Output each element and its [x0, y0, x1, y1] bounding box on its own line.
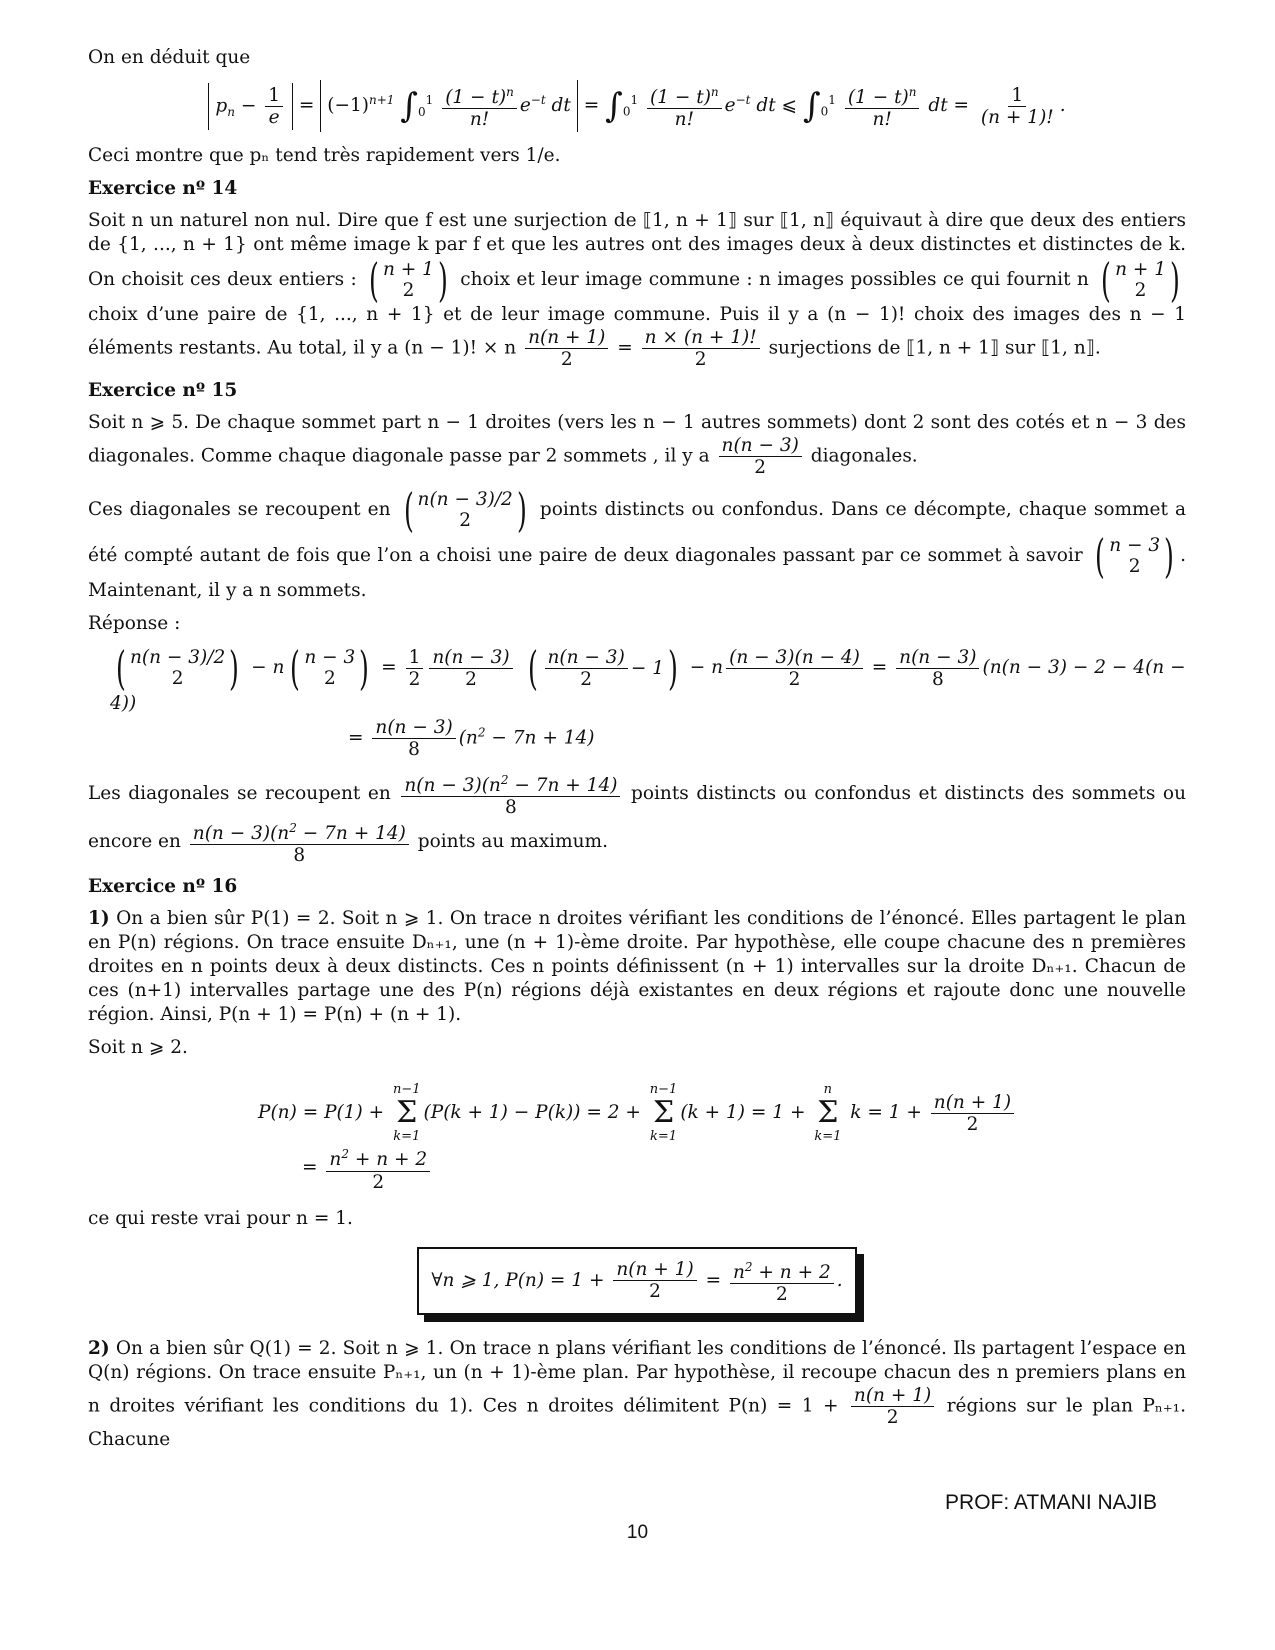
ex15-equation-line2: = $\frac{n(n - 3)}{8}$ $(n^2 - 7n + 14)$: [348, 717, 595, 761]
ex14-line3: choix d’une paire de {1, ..., n + 1} et de leur image commune. Puis il y a (n − 1)! choix des images des n − 1 éléments restants. Au total, il y a (n − 1)! × n: [88, 304, 1186, 359]
exercise-16-heading: Exercice nº 16: [88, 876, 238, 898]
page-number: 10: [626, 1522, 649, 1543]
ex14-line1: Soit n un naturel non nul. Dire que f est une surjection de ⟦1, n + 1⟧ sur ⟦1, n⟧ équivaut à dire que deux des entiers de {1, ..., n + 1} ont même image k par f et que les autres ont des images deux à deux distinctes et distinctes de k. On choisit ces deux entiers :: [88, 210, 1186, 291]
exercise-16-p3: ce qui reste vrai pour n = 1.: [88, 1207, 353, 1229]
ex16-p4-end: régions sur le plan Pₙ₊₁. Chacune: [88, 1395, 1186, 1450]
exercise-16-p1: [88, 907, 1186, 1027]
exercise-15-heading: Exercice nº 15: [88, 380, 238, 402]
document-body: [88, 46, 1186, 1461]
ex16-equation: [258, 1082, 1186, 1192]
ex16-p4-text: On a bien sûr Q(1) = 2. Soit n ⩾ 1. On trace n plans vérifiant les conditions de l’énoncé. Ils partagent l’espace en Q(n) régions. On trace ensuite Pₙ₊₁, un (n + 1)-ème plan. Par hypothèse, il recoupe chacun des n premiers plans en n droites vérifiant les conditions du 1). Ces n droites délimitent P(n) = 1 +: [88, 1337, 1186, 1417]
ex15-p3-mid: points distincts ou confondus et distincts des sommets ou encore en: [88, 783, 1186, 853]
ex15-p3-end: points au maximum.: [417, 831, 608, 853]
ex15-p2-mid: points distincts ou confondus. Dans ce décompte, chaque sommet a été compté autant de fois que l’on a choisi une paire de deux diagonales passant par ce sommet à savoir: [88, 499, 1186, 567]
ex16-boxed-result: [88, 1247, 1186, 1315]
exercise-15-p2: Ces diagonales se recoupent en ( n(n − 3)/2 2 ) points distincts ou confondus. Dans ce décompte, chaque sommet a été compté autant de fois que l’on a choisi une paire de deux diagonales passant par ce sommet à savoir ( n − 3 2 ) . Maintenant, il y a n sommets.: [88, 483, 1186, 602]
ex14-line4: surjections de ⟦1, n + 1⟧ sur ⟦1, n⟧.: [768, 337, 1101, 359]
exercise-16-p2: Soit n ⩾ 2.: [88, 1037, 188, 1059]
exercise-15-p1: Soit n ⩾ 5. De chaque sommet part n − 1 droites (vers les n − 1 autres sommets) dont 2 sont des cotés et n − 3 des diagonales. Comme chaque diagonale passe par 2 sommets , il y a $\frac{n(n - 3)}{2}$ diagonales.: [88, 412, 1186, 479]
ex16-part2-number: 2): [88, 1337, 110, 1359]
ex15-p1-text: Soit n ⩾ 5. De chaque sommet part n − 1 droites (vers les n − 1 autres sommets) dont 2 sont des cotés et n − 3 des diagonales. Comme chaque diagonale passe par 2 sommets , il y a: [88, 412, 1186, 467]
exercise-15-p3: Les diagonales se recoupent en $\frac{n(n - 3)(n^2 - 7n + 14)}{8}$ points distincts ou confondus et distincts des sommets ou encore en $\frac{n(n - 3)(n^2 - 7n + 14)}{8}$ points au maximum.: [88, 770, 1186, 866]
ex15-equation: [110, 641, 1186, 761]
intro-text: On en déduit que: [88, 47, 251, 68]
equation-pn-bound: $p_n$ − $\frac{1}{e}$ = $(-1)^{n+1}$ $\int_0^1$ $\frac{(1 - t)^n}{n!}$ $e^{-t}$ dt = $\int_0^1$ $\frac{(1 - t)^n}{n!}$ $e^{-t}$ dt ⩽ $\int_0^1$ $\frac{(1 - t)^n}{n!}$ dt = $\frac{1}{(n + 1)!}$ .: [88, 80, 1186, 132]
ex15-p3-start: Les diagonales se recoupent en: [88, 783, 391, 805]
ex15-p2-end: . Maintenant, il y a n sommets.: [88, 545, 1186, 602]
boxed-formula: ∀n ⩾ 1, P(n) = 1 + $\frac{n(n + 1)}{2}$ = $\frac{n^2 + n + 2}{2}$ .: [417, 1247, 856, 1315]
ex16-p1-text: On a bien sûr P(1) = 2. Soit n ⩾ 1. On trace n droites vérifiant les conditions de l’énoncé. Elles partagent le plan en P(n) régions. On trace ensuite Dₙ₊₁, une (n + 1)-ème droite. Par hypothèse, elle coupe chacune des n premières droites en n points deux à deux distincts. Ces n points définissent (n + 1) intervalles sur la droite Dₙ₊₁. Chacun de ces (n+1) intervalles partage une des P(n) régions déjà existantes en deux régions et rajoute donc une nouvelle région. Ainsi, P(n + 1) = P(n) + (n + 1).: [88, 908, 1186, 1026]
ex16-equation-line2: = $\frac{n^2 + n + 2}{2}$: [302, 1144, 1186, 1192]
exercise-16-p4: 2) On a bien sûr Q(1) = 2. Soit n ⩾ 1. On trace n plans vérifiant les conditions de l’énoncé. Ils partagent l’espace en Q(n) régions. On trace ensuite Pₙ₊₁, un (n + 1)-ème plan. Par hypothèse, il recoupe chacun des n premiers plans en n droites vérifiant les conditions du 1). Ces n droites délimitent P(n) = 1 + $\frac{n(n + 1)}{2}$ régions sur le plan Pₙ₊₁. Chacune: [88, 1337, 1186, 1450]
ex14-line2: choix et leur image commune : n images possibles ce qui fournit n: [460, 269, 1089, 291]
ex16-part1-number: 1): [88, 908, 110, 930]
ex16-equation-line1: P(n) = P(1) + n−1 Σ k=1 (P(k + 1) − P(k)) = 2 + n−1 Σ k=1 (k + 1) = 1 + n Σ k=1 k = 1 + $\frac{n(n + 1)}{2}$: [258, 1082, 1186, 1144]
ex15-p1-end: diagonales.: [810, 445, 918, 467]
exercise-14-heading: Exercice nº 14: [88, 178, 238, 200]
ex15-equation-line1: ( n(n − 3)/2 2 ) − n ( n − 3 2 ) = $\frac{1}{2}$ $\frac{n(n - 3)}{2}$ ( $\frac{n(n - 3)}{2}$ − 1 ) − n $\frac{(n - 3)(n - 4)}{2}$ = $\frac{n(n - 3)}{8}$ (n(n − 3) − 2 − 4(n − 4)): [110, 641, 1186, 715]
ex15-p2-start: Ces diagonales se recoupent en: [88, 499, 391, 521]
footer-author: PROF: ATMANI NAJIB: [945, 1491, 1157, 1514]
ex15-answer-label: Réponse :: [88, 613, 181, 635]
conclusion-pn: Ceci montre que pₙ tend très rapidement vers 1/e.: [88, 145, 561, 167]
exercise-14-text: Soit n un naturel non nul. Dire que f est une surjection de ⟦1, n + 1⟧ sur ⟦1, n⟧ équivaut à dire que deux des entiers de {1, ..., n + 1} ont même image k par f et que les autres ont des images deux à deux distinctes et distinctes de k. On choisit ces deux entiers : ( n + 1 2 ) choix et leur image commune : n images possibles ce qui fournit n ( n + 1 2 ) choix d’une paire de {1, ..., n + 1} et de leur image commune. Puis il y a (n − 1)! choix des images des n − 1 éléments restants. Au total, il y a (n − 1)! × n $\frac{n(n + 1)}{2}$ = $\frac{n \times (n + 1)!}{2}$ surjections de ⟦1, n + 1⟧ sur ⟦1, n⟧.: [88, 210, 1186, 371]
